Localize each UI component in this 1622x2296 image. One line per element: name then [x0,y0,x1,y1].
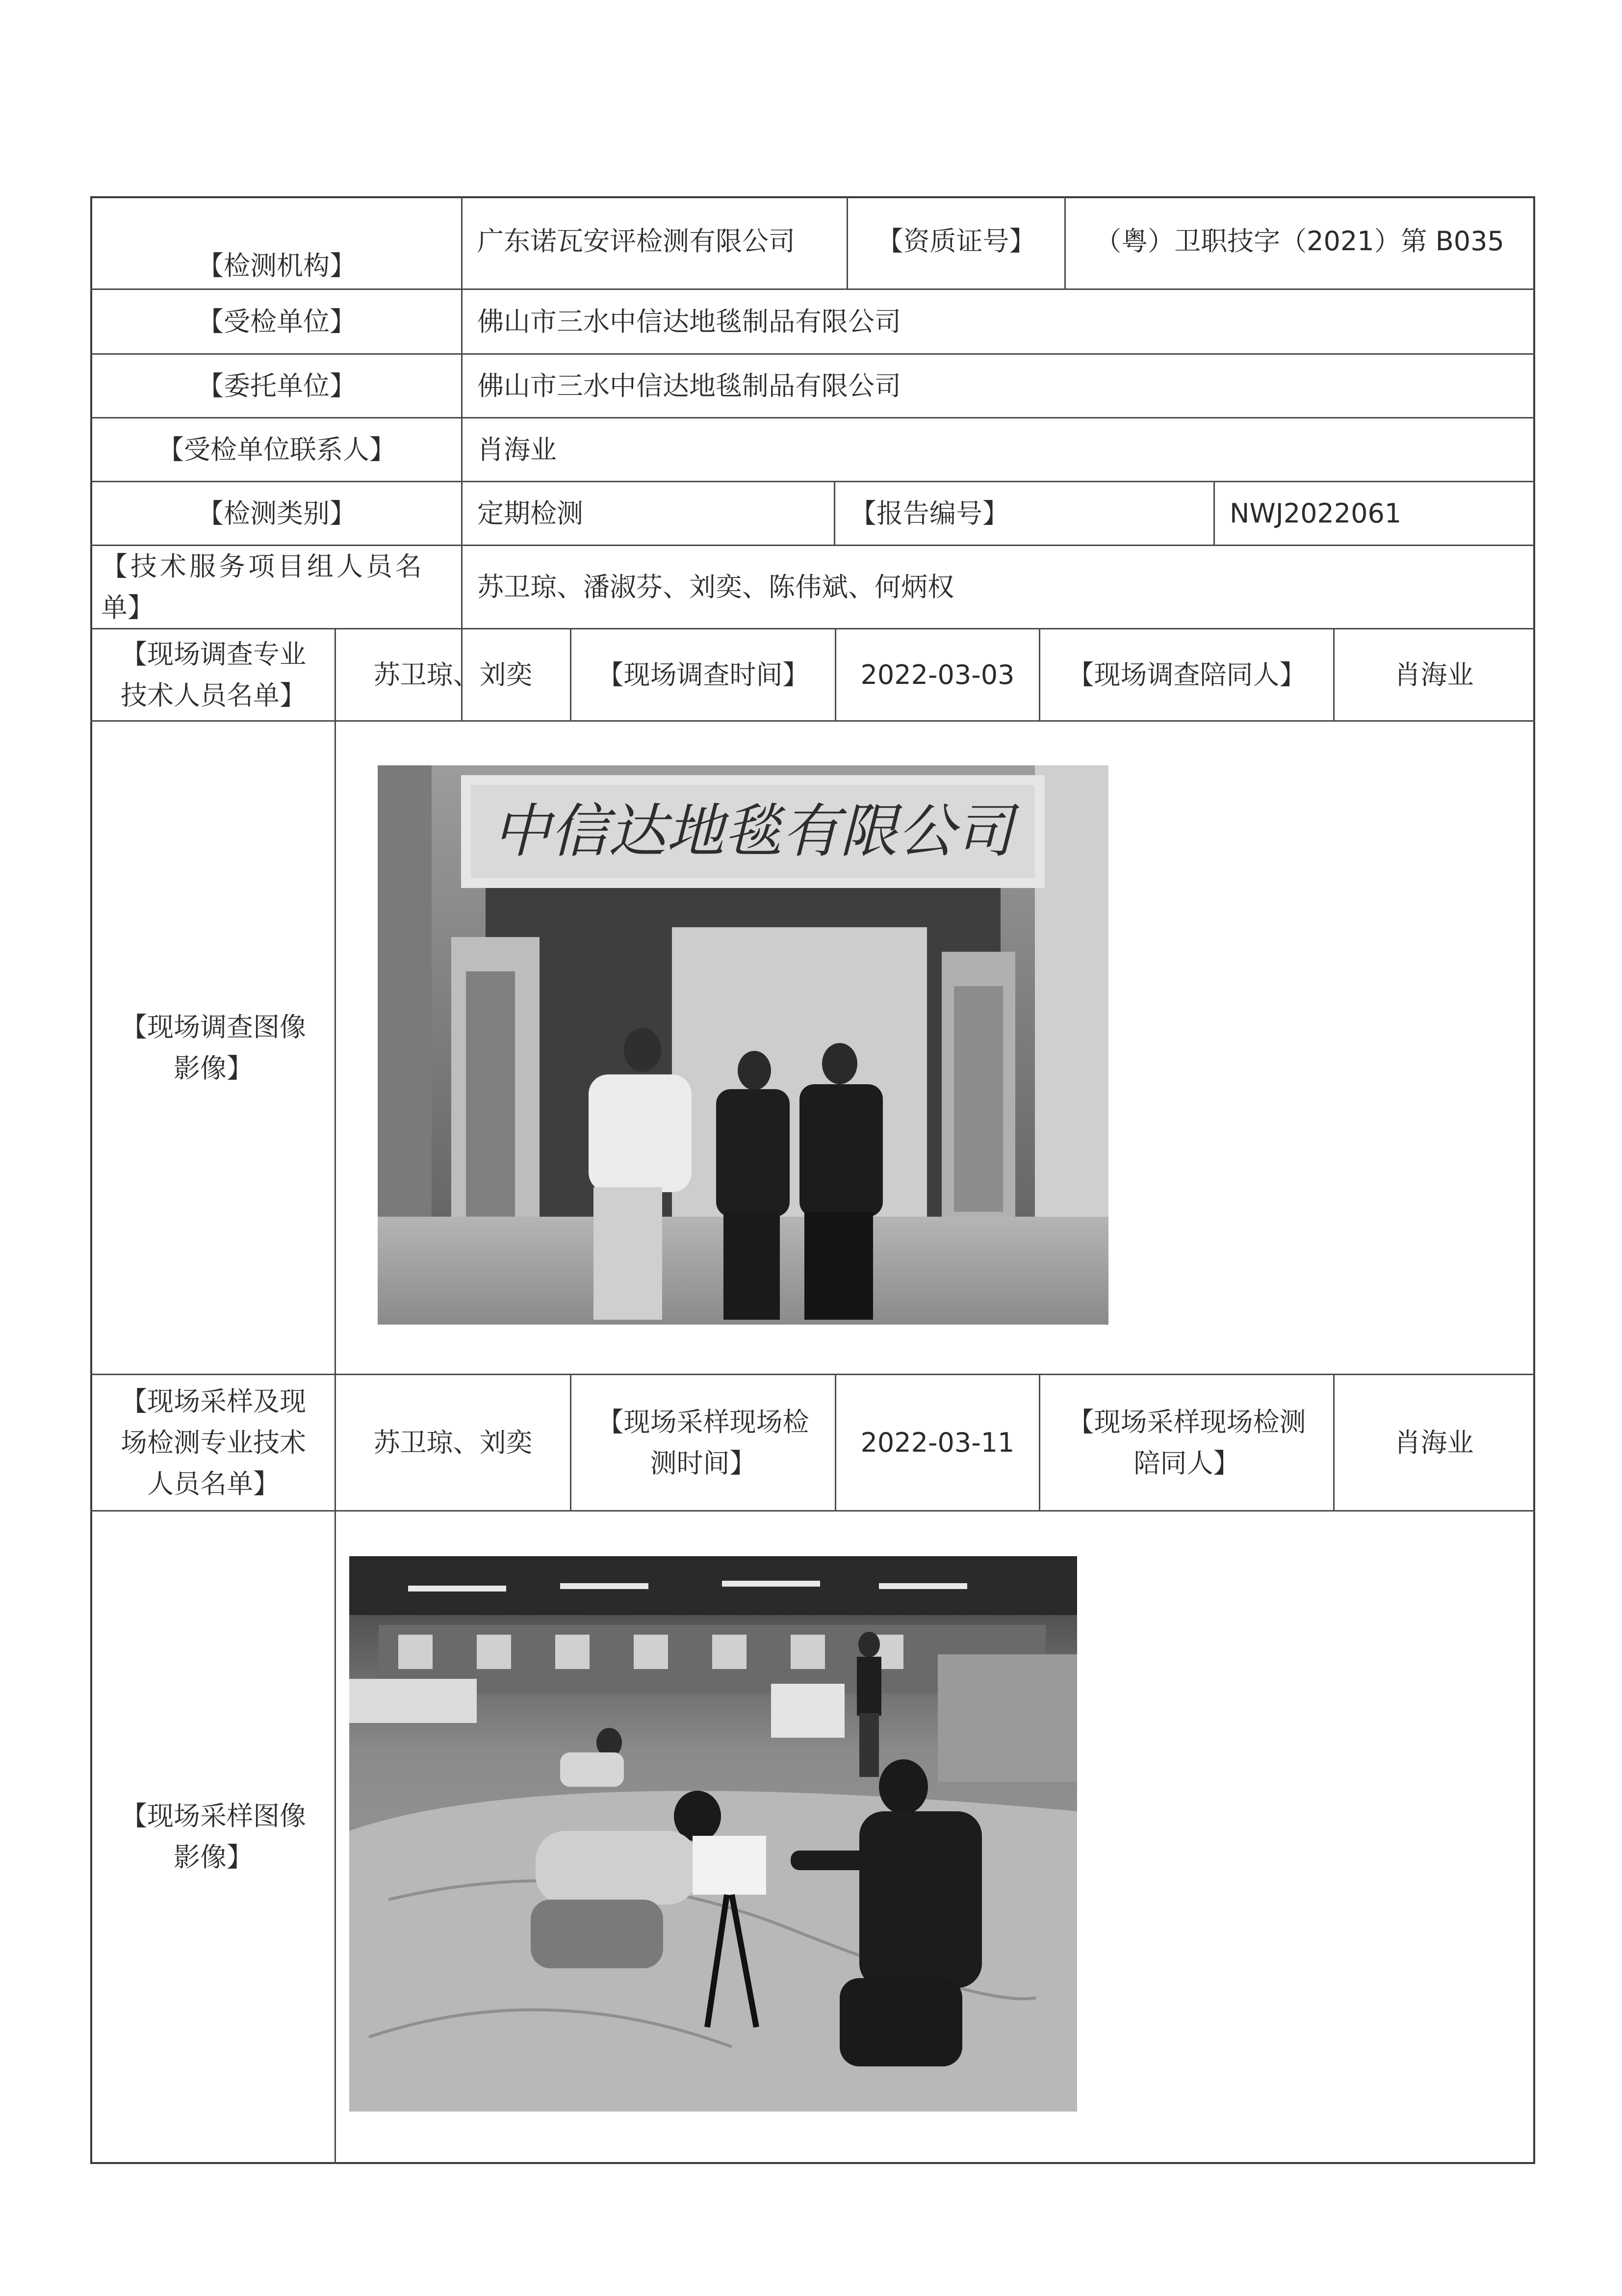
team-label [92,546,461,628]
survey-photo-graphic [378,765,1108,1325]
survey-image-label-line-1: 【现场调查图像 [121,1011,306,1043]
survey-staff-label-line-2: 技术人员名单】 [121,679,306,711]
client-label: 【委托单位】 [197,370,356,401]
type-label: 【检测类别】 [197,497,356,529]
sampling-staff-label [92,1375,335,1510]
survey-staff-label-line-1: 【现场调查专业 [121,638,306,670]
survey-companion-value: 肖海业 [1394,659,1474,690]
sampling-staff-label-line-1: 【现场采样及现 [121,1385,306,1417]
sampling-photo-graphic [349,1556,1077,2112]
sampling-companion-label [1040,1375,1333,1510]
sampling-companion-label-line-1: 【现场采样现场检测 [1067,1406,1306,1437]
survey-image-label-line-2: 影像】 [174,1052,253,1084]
survey-staff-label [92,629,335,720]
contact-value: 肖海业 [477,434,557,465]
survey-photo-sign-text: 中信达地毯有限公司 [492,797,1014,865]
sampling-image-label-line-2: 影像】 [174,1842,253,1873]
sampling-companion-value: 肖海业 [1394,1427,1474,1458]
sampling-site-photo [349,1556,1077,2112]
sampling-time-label [571,1375,835,1510]
team-label-line-1: 【技术服务项目组人员名 [101,550,425,582]
cert-value: （粤）卫职技字（2021）第 B035 [1095,226,1504,257]
report-label: 【报告编号】 [850,497,1009,529]
team-label-line-2: 单】 [101,592,154,623]
report-value: NWJ2022061 [1230,497,1402,529]
type-value: 定期检测 [477,497,583,529]
agency-label: 【检测机构】 [197,250,356,281]
agency-value-text: 广东诺瓦安评检测有限公司 [477,226,795,257]
sampling-time-value: 2022-03-11 [860,1427,1015,1458]
sampling-image-label-line-1: 【现场采样图像 [121,1800,306,1831]
sampling-staff-label-line-2: 场检测专业技术 [121,1427,306,1458]
survey-companion-label: 【现场调查陪同人】 [1067,659,1306,690]
survey-site-photo [378,765,1108,1325]
contact-label: 【受检单位联系人】 [157,434,396,465]
sampling-time-label-line-1: 【现场采样现场检 [597,1406,809,1437]
client-value: 佛山市三水中信达地毯制品有限公司 [477,370,901,401]
sampling-staff-value: 苏卫琼、刘奕 [373,1427,533,1458]
survey-image-label [92,722,335,1374]
sampling-time-label-line-2: 测时间】 [650,1447,756,1479]
inspected-label: 【受检单位】 [197,306,356,337]
sampling-staff-label-line-3: 人员名单】 [147,1468,280,1499]
agency-value [463,196,847,288]
survey-staff-value: 苏卫琼、刘奕 [373,659,533,690]
inspected-value: 佛山市三水中信达地毯制品有限公司 [477,306,901,337]
survey-time-label: 【现场调查时间】 [597,659,809,690]
cert-label: 【资质证号】 [876,226,1036,257]
team-value: 苏卫琼、潘淑芬、刘奕、陈伟斌、何炳权 [477,571,954,602]
sampling-companion-label-line-2: 陪同人】 [1133,1447,1240,1479]
survey-time-value: 2022-03-03 [860,659,1015,690]
sampling-image-label [92,1512,335,2162]
